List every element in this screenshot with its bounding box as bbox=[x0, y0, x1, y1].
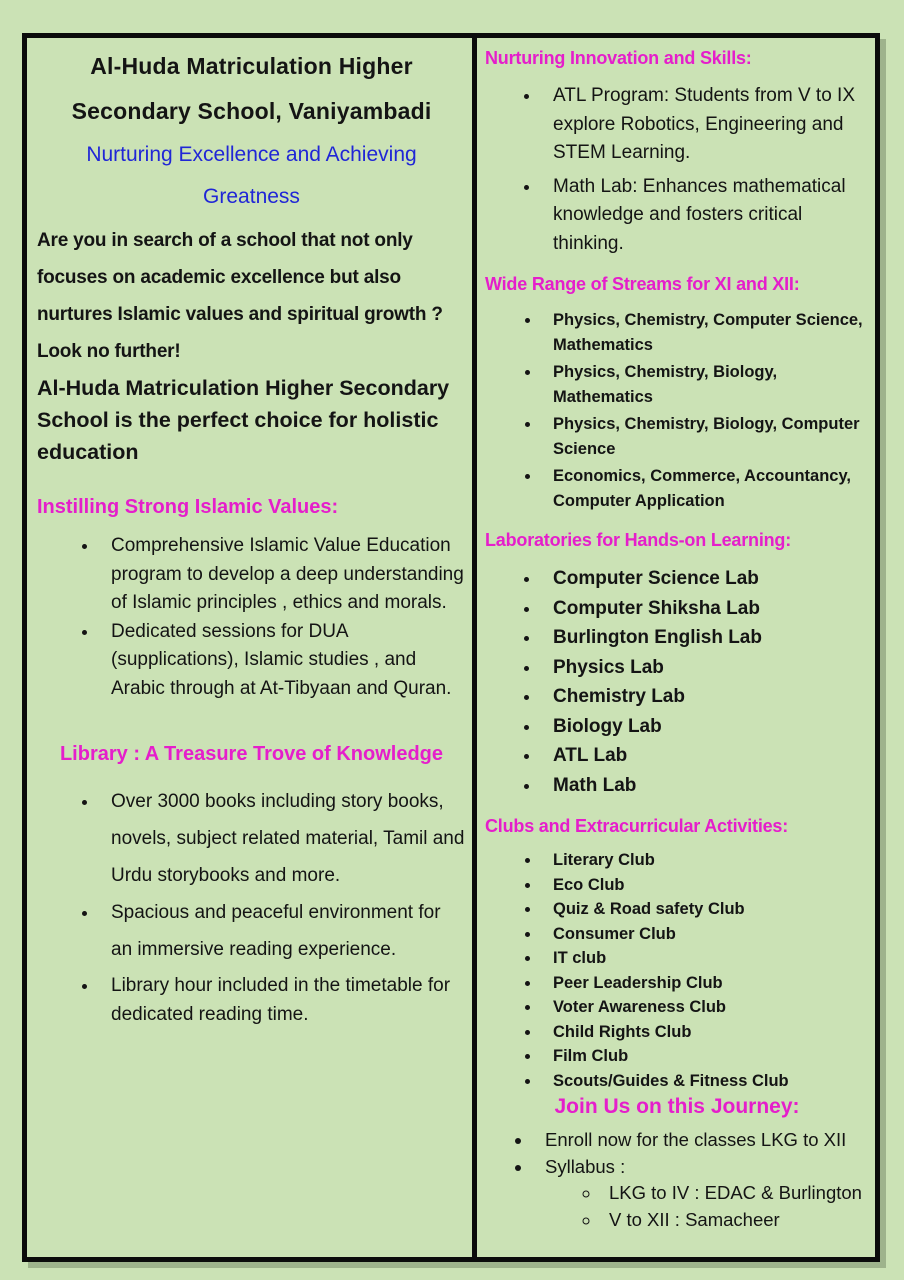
flyer-sheet bbox=[22, 33, 880, 1262]
islamic-values-item: • Dedicated sessions for DUA (supplications), Islamic studies , and Arabic through at At-Tibyaan and Quran. bbox=[99, 618, 466, 704]
school-tagline: Nurturing Excellence and Achieving Greatness bbox=[86, 143, 417, 208]
school-title: Al-Huda Matriculation Higher Secondary School, Vaniyambadi bbox=[71, 53, 432, 124]
streams-item: • Physics, Chemistry, Biology, Mathematics bbox=[541, 360, 869, 410]
library-heading: Library : A Treasure Trove of Knowledge bbox=[59, 743, 444, 765]
innovation-list bbox=[485, 82, 869, 258]
labs-item: • Chemistry Lab bbox=[541, 682, 869, 712]
streams-heading: Wide Range of Streams for XI and XII: bbox=[485, 274, 800, 294]
labs-heading: Laboratories for Hands-on Learning: bbox=[485, 530, 792, 550]
clubs-item: • Child Rights Club bbox=[541, 1020, 869, 1045]
clubs-list bbox=[485, 848, 869, 1093]
clubs-item: • Film Club bbox=[541, 1044, 869, 1069]
library-item: • Spacious and peaceful environment for an immersive reading experience. bbox=[99, 894, 466, 968]
labs-item: • Computer Shiksha Lab bbox=[541, 594, 869, 624]
clubs-item: • Peer Leadership Club bbox=[541, 971, 869, 996]
labs-item: • Physics Lab bbox=[541, 653, 869, 683]
syllabus-sub-item: ◦ LKG to IV : EDAC & Burlington bbox=[601, 1180, 869, 1207]
right-column bbox=[477, 38, 875, 1257]
syllabus-sub-item: ◦ V to XII : Samacheer bbox=[601, 1207, 869, 1234]
library-list bbox=[37, 783, 466, 1029]
clubs-item: • Consumer Club bbox=[541, 922, 869, 947]
labs-item: • ATL Lab bbox=[541, 741, 869, 771]
labs-item: • Math Lab bbox=[541, 771, 869, 801]
islamic-values-list bbox=[37, 532, 466, 703]
join-heading: Join Us on this Journey: bbox=[554, 1095, 800, 1118]
library-item: • Library hour included in the timetable for dedicated reading time. bbox=[99, 972, 466, 1029]
join-list bbox=[485, 1127, 869, 1233]
clubs-item: • Voter Awareness Club bbox=[541, 995, 869, 1020]
clubs-item: • Scouts/Guides & Fitness Club bbox=[541, 1069, 869, 1094]
innovation-item: • Math Lab: Enhances mathematical knowledge and fosters critical thinking. bbox=[541, 173, 869, 259]
labs-item: • Biology Lab bbox=[541, 712, 869, 742]
intro-paragraph: Are you in search of a school that not only focuses on academic excellence but also nurtures Islamic values and spiritual growth ? Look no further! bbox=[37, 230, 443, 362]
labs-item: • Computer Science Lab bbox=[541, 564, 869, 594]
clubs-item: • IT club bbox=[541, 946, 869, 971]
clubs-item: • Eco Club bbox=[541, 873, 869, 898]
clubs-item: • Literary Club bbox=[541, 848, 869, 873]
streams-item: • Physics, Chemistry, Computer Science, Mathematics bbox=[541, 308, 869, 358]
pitch-paragraph: Al-Huda Matriculation Higher Secondary School is the perfect choice for holistic education bbox=[37, 376, 450, 464]
innovation-heading: Nurturing Innovation and Skills: bbox=[485, 48, 752, 68]
streams-list bbox=[485, 308, 869, 514]
join-item bbox=[533, 1154, 869, 1234]
streams-item: • Economics, Commerce, Accountancy, Computer Application bbox=[541, 464, 869, 514]
library-item: • Over 3000 books including story books, novels, subject related material, Tamil and Urdu storybooks and more. bbox=[99, 783, 466, 894]
join-item-label: Syllabus : bbox=[545, 1155, 626, 1177]
innovation-item: • ATL Program: Students from V to IX explore Robotics, Engineering and STEM Learning. bbox=[541, 82, 869, 168]
islamic-values-heading: Instilling Strong Islamic Values: bbox=[37, 496, 339, 518]
clubs-item: • Quiz & Road safety Club bbox=[541, 897, 869, 922]
join-item: • Enroll now for the classes LKG to XII bbox=[533, 1127, 869, 1154]
streams-item: • Physics, Chemistry, Biology, Computer Science bbox=[541, 412, 869, 462]
clubs-heading: Clubs and Extracurricular Activities: bbox=[485, 816, 789, 836]
left-column bbox=[27, 38, 477, 1257]
islamic-values-item: • Comprehensive Islamic Value Education program to develop a deep understanding of Islamic principles , ethics and morals. bbox=[99, 532, 466, 618]
labs-list bbox=[485, 564, 869, 800]
syllabus-sub-list bbox=[545, 1180, 869, 1233]
labs-item: • Burlington English Lab bbox=[541, 623, 869, 653]
